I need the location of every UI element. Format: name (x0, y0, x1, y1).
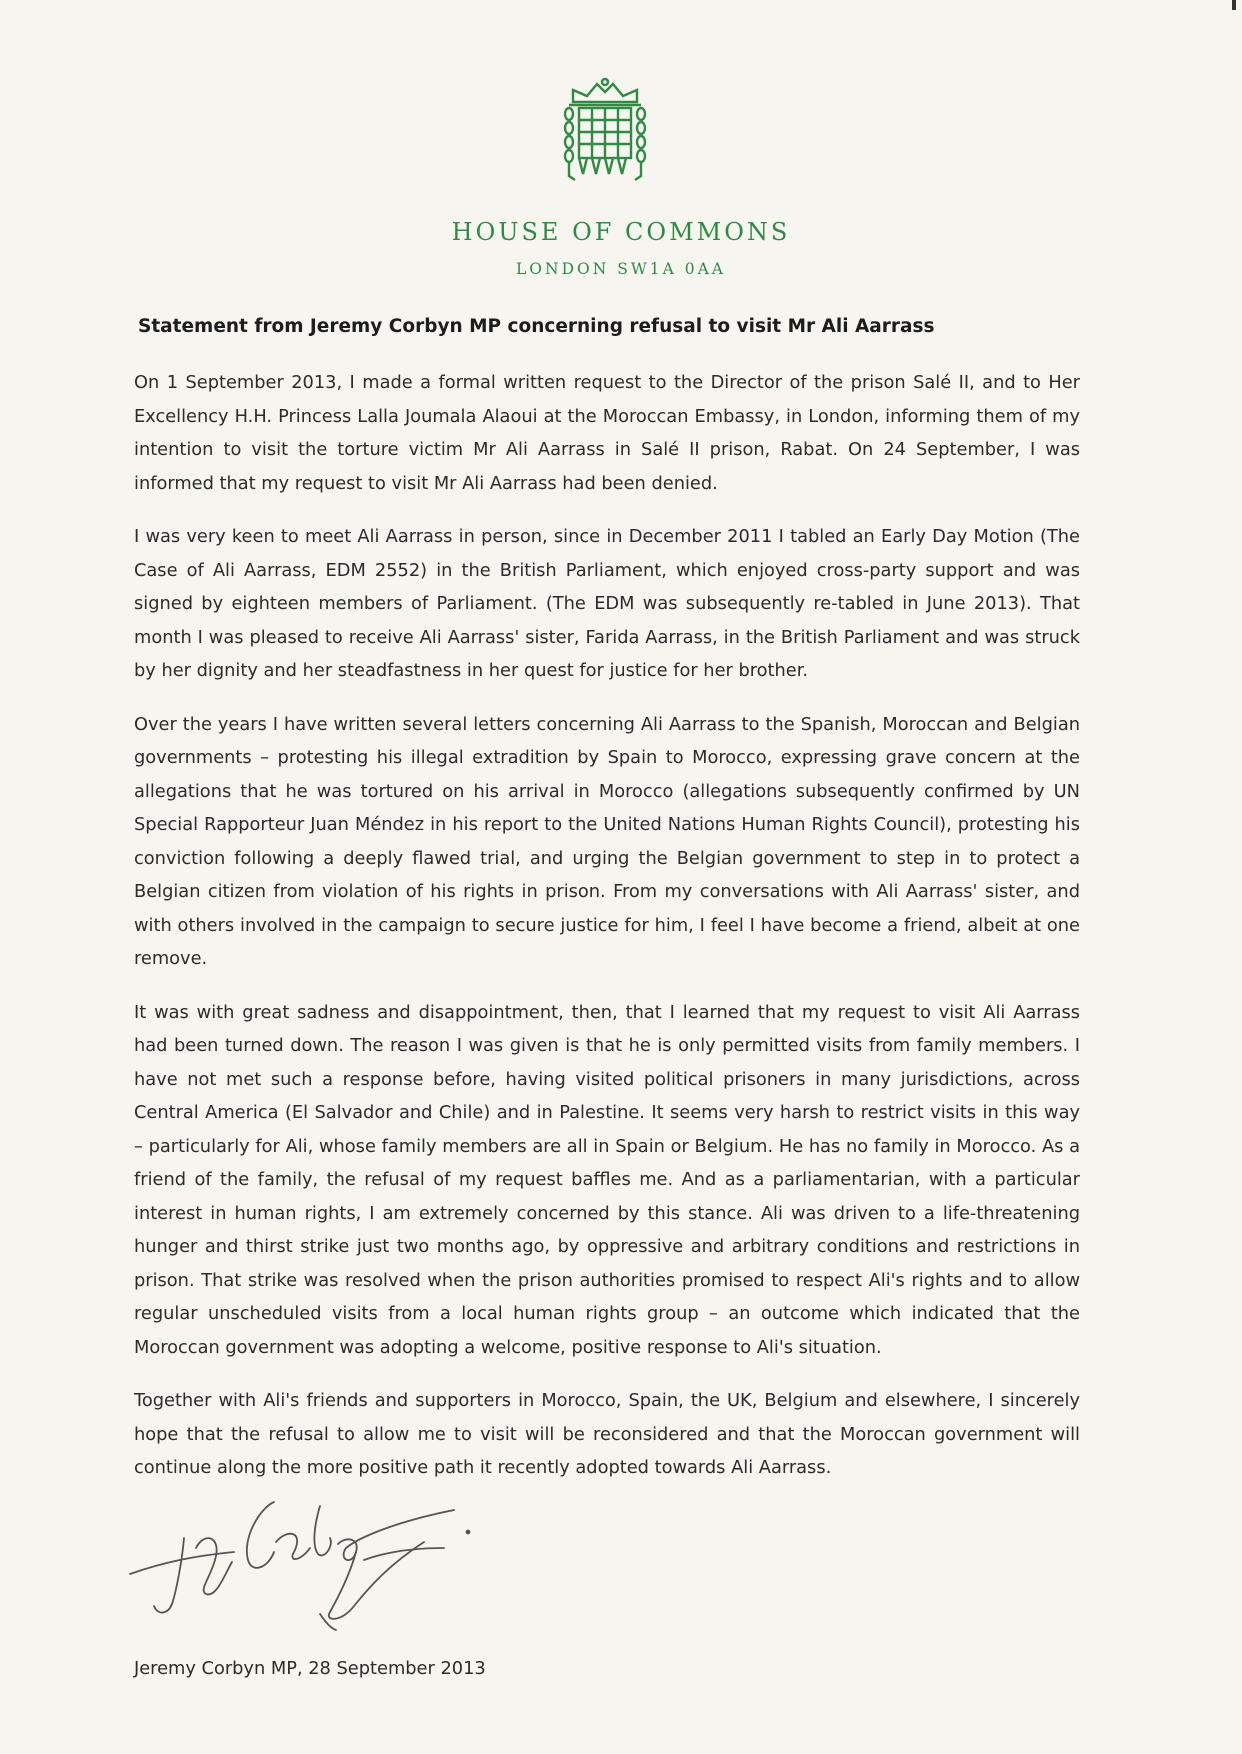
paragraph: It was with great sadness and disappointment, then, that I learned that my request to visit Ali Aarrass had been turned down. The reason I was given is that he is only permitted visits from family members. I have not met such a response before, having visited political prisoners in many jurisdictions, across Central America (El Salvador and Chile) and in Palestine. It seems very harsh to restrict visits in this way – particularly for Ali, whose family members are all in Spain or Belgium. He has no family in Morocco. As a friend of the family, the refusal of my request baffles me. And as a parliamentarian, with a particular interest in human rights, I am extremely concerned by this stance. Ali was driven to a life-threatening hunger and thirst strike just two months ago, by oppressive and arbitrary conditions and restrictions in prison. That strike was resolved when the prison authorities promised to respect Ali's rights and to allow regular unscheduled visits from a local human rights group – an outcome which indicated that the Moroccan government was adopting a welcome, positive response to Ali's situation. (134, 1001, 1080, 1358)
portcullis-crest-icon (555, 76, 655, 190)
paragraph: On 1 September 2013, I made a formal written request to the Director of the prison Salé II, and to Her Excellency H.H. Princess Lalla Joumala Alaoui at the Moroccan Embassy, in London, informing them of my intention to visit the torture victim Mr Ali Aarrass in Salé II prison, Rabat. On 24 September, I was informed that my request to visit Mr Ali Aarrass had been denied. (134, 372, 1080, 494)
handwritten-signature-icon (124, 1482, 504, 1632)
statement-body (134, 366, 1080, 1505)
paragraph: I was very keen to meet Ali Aarrass in person, since in December 2011 I tabled an Early Day Motion (The Case of Ali Aarrass, EDM 2552) in the British Parliament, which enjoyed cross-party support and was signed by eighteen members of Parliament. (The EDM was subsequently re-tabled in June 2013). That month I was pleased to receive Ali Aarrass' sister, Farida Aarrass, in the British Parliament and was struck by her dignity and her steadfastness in her quest for justice for her brother. (134, 526, 1080, 681)
organization-address: LONDON SW1A 0AA (516, 260, 726, 278)
sign-off: Jeremy Corbyn MP, 28 September 2013 (134, 1658, 486, 1679)
statement-title: Statement from Jeremy Corbyn MP concerning refusal to visit Mr Ali Aarrass (138, 316, 935, 337)
scan-edge-mark (1232, 0, 1236, 10)
paragraph: Together with Ali's friends and supporters in Morocco, Spain, the UK, Belgium and elsewhere, I sincerely hope that the refusal to allow me to visit will be reconsidered and that the Moroccan government will continue along the more positive path it recently adopted towards Ali Aarrass. (134, 1390, 1080, 1478)
paragraph: Over the years I have written several letters concerning Ali Aarrass to the Spanish, Moroccan and Belgian governments – protesting his illegal extradition by Spain to Morocco, expressing grave concern at the allegations that he was tortured on his arrival in Morocco (allegations subsequently confirmed by UN Special Rapporteur Juan Méndez in his report to the United Nations Human Rights Council), protesting his conviction following a deeply flawed trial, and urging the Belgian government to step in to protect a Belgian citizen from violation of his rights in prison. From my conversations with Ali Aarrass' sister, and with others involved in the campaign to secure justice for him, I feel I have become a friend, albeit at one remove. (134, 713, 1080, 969)
organization-name: HOUSE OF COMMONS (451, 218, 791, 246)
